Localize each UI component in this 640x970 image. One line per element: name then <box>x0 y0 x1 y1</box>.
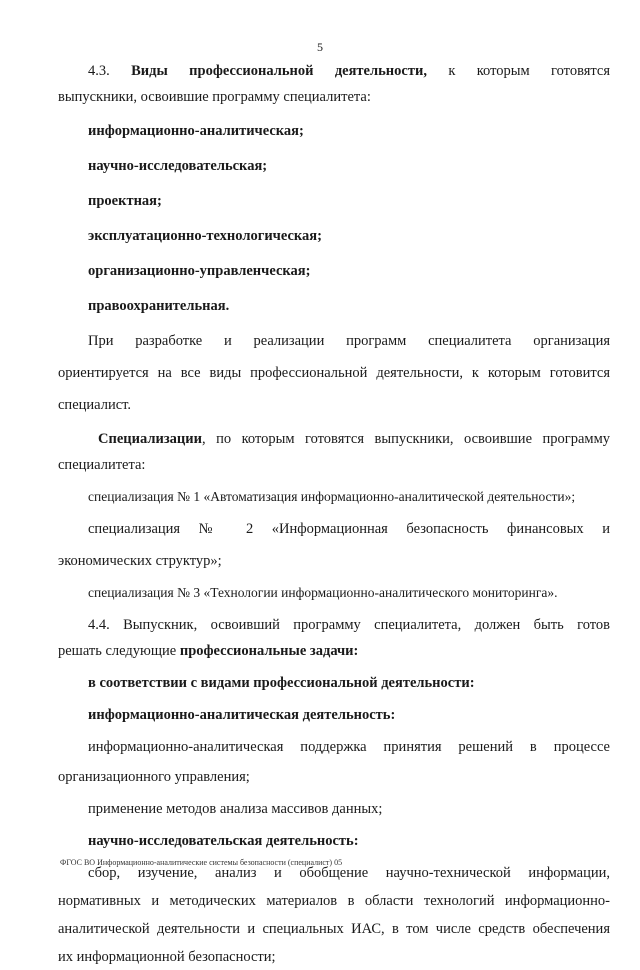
task-line: применение методов анализа массивов данных; <box>88 801 383 817</box>
specializations-intro-line2: специалитета: <box>58 457 146 473</box>
task-line: аналитической деятельности и специальных ИАС, в том числе средств обеспечения <box>58 921 610 937</box>
specialization-item: специализация № 3 «Технологии информационно-аналитического мониторинга». <box>88 585 558 600</box>
page-footer: ФГОС ВО Информационно-аналитические системы безопасности (специалист) 05 <box>60 858 343 867</box>
task-line: организационного управления; <box>58 769 250 785</box>
orientation-paragraph-line1: При разработке и реализации программ специалитета организация <box>88 333 610 349</box>
specializations-bold: Специализации <box>98 431 202 447</box>
section-title-bold: Виды профессиональной деятельности, <box>131 63 427 79</box>
orientation-paragraph-line3: специалист. <box>58 397 132 413</box>
activity-type-item: научно-исследовательская; <box>88 158 268 174</box>
section-number: 4.3. <box>88 63 110 79</box>
tasks-subheading: информационно-аналитическая деятельность: <box>88 707 396 723</box>
section-4-4-line1: 4.4. Выпускник, освоивший программу специалитета, должен быть готов <box>88 617 610 633</box>
activity-type-item: информационно-аналитическая; <box>88 123 304 139</box>
section-title-rest: к которым готовятся <box>426 63 611 79</box>
specialization-item: специализация № 2 «Информационная безопасность финансовых и <box>88 521 610 537</box>
task-line: их информационной безопасности; <box>58 949 276 965</box>
section-4-4-line2 <box>58 638 610 664</box>
specializations-rest: , по которым готовятся выпускники, освоившие программу <box>201 431 610 447</box>
tasks-subheading: научно-исследовательская деятельность: <box>88 833 359 849</box>
section-4-3-line2: выпускники, освоившие программу специалитета: <box>58 89 371 105</box>
activity-type-item: проектная; <box>88 193 162 209</box>
task-line: информационно-аналитическая поддержка принятия решений в процессе <box>88 739 610 755</box>
specializations-intro <box>98 426 610 452</box>
activity-type-item: правоохранительная. <box>88 298 230 314</box>
specialization-item: специализация № 1 «Автоматизация информационно-аналитической деятельности»; <box>88 489 576 504</box>
task-line: нормативных и методических материалов в области технологий информационно- <box>58 893 610 909</box>
activity-type-item: эксплуатационно-технологическая; <box>88 228 322 244</box>
task-line: сбор, изучение, анализ и обобщение научно-технической информации, <box>88 865 610 881</box>
document-body <box>58 58 611 970</box>
section-4-4-bold: профессиональные задачи: <box>179 643 359 659</box>
orientation-paragraph-line2: ориентируется на все виды профессиональной деятельности, к которым готовится <box>58 365 610 381</box>
tasks-heading: в соответствии с видами профессиональной деятельности: <box>88 675 475 691</box>
activity-type-item: организационно-управленческая; <box>88 263 311 279</box>
section-4-4-plain: решать следующие <box>58 643 180 659</box>
page-number: 5 <box>317 40 323 54</box>
specialization-item-cont: экономических структур»; <box>58 553 222 569</box>
section-4-3-heading <box>88 58 610 84</box>
